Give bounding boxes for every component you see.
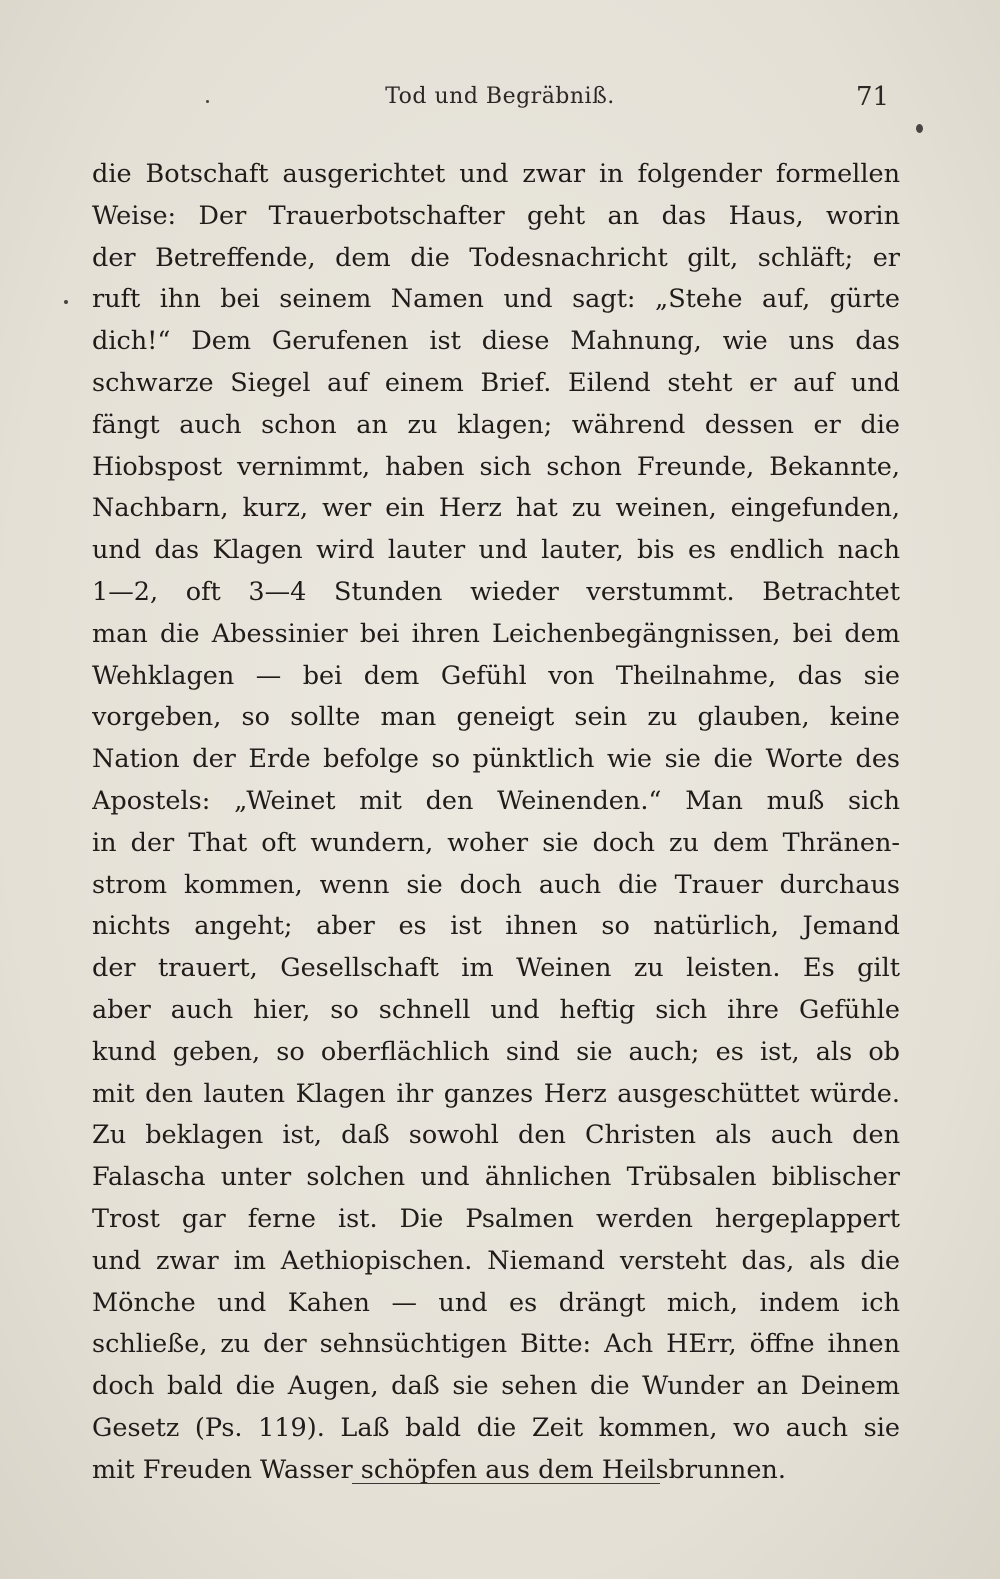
text-line: schließe, zu der sehnsüchtigen Bitte: Ach HErr, öffne ihnen xyxy=(92,1329,900,1360)
footer-rule xyxy=(352,1483,660,1484)
text-line: strom kommen, wenn sie doch auch die Trauer durchaus xyxy=(92,869,900,900)
text-line: und zwar im Aethiopischen. Niemand versteht das, als die xyxy=(92,1245,900,1276)
text-line: aber auch hier, so schnell und heftig sich ihre Gefühle xyxy=(92,994,900,1025)
text-line: schwarze Siegel auf einem Brief. Eilend steht er auf und xyxy=(92,367,900,398)
text-line: ruft ihn bei seinem Namen und sagt: „Stehe auf, gürte xyxy=(92,284,900,315)
text-line: fängt auch schon an zu klagen; während dessen er die xyxy=(92,409,900,440)
text-line: der trauert, Gesellschaft im Weinen zu leisten. Es gilt xyxy=(92,953,900,984)
text-line: dich!“ Dem Gerufenen ist diese Mahnung, wie uns das xyxy=(92,326,900,357)
text-line: Gesetz (Ps. 119). Laß bald die Zeit kommen, wo auch sie xyxy=(92,1412,900,1443)
text-line: Hiobspost vernimmt, haben sich schon Freunde, Bekannte, xyxy=(92,451,900,482)
text-line: Falascha unter solchen und ähnlichen Trübsalen biblischer xyxy=(92,1162,900,1193)
text-line: Mönche und Kahen — und es drängt mich, indem ich xyxy=(92,1287,900,1318)
text-line: man die Abessinier bei ihren Leichenbegängnissen, bei dem xyxy=(92,618,900,649)
text-line: Nation der Erde befolge so pünktlich wie sie die Worte des xyxy=(92,744,900,775)
body-text xyxy=(92,154,900,1492)
text-line: mit Freuden Wasser schöpfen aus dem Heilsbrunnen. xyxy=(92,1454,786,1485)
text-line: mit den lauten Klagen ihr ganzes Herz ausgeschüttet würde. xyxy=(92,1078,900,1109)
text-line: und das Klagen wird lauter und lauter, bis es endlich nach xyxy=(92,535,900,566)
text-line: 1—2, oft 3—4 Stunden wieder verstummt. Betrachtet xyxy=(92,576,900,607)
page-number: 71 xyxy=(856,82,890,112)
text-line: der Betreffende, dem die Todesnachricht gilt, schläft; er xyxy=(92,242,900,273)
ink-speck xyxy=(64,300,68,304)
text-line: doch bald die Augen, daß sie sehen die Wunder an Deinem xyxy=(92,1371,900,1402)
text-line: Apostels: „Weinet mit den Weinenden.“ Man muß sich xyxy=(92,785,900,816)
text-line: in der That oft wundern, woher sie doch zu dem Thränen- xyxy=(92,827,900,858)
text-line: Zu beklagen ist, daß sowohl den Christen als auch den xyxy=(92,1120,900,1151)
text-line: Wehklagen — bei dem Gefühl von Theilnahme, das sie xyxy=(92,660,900,691)
ink-speck xyxy=(916,124,923,133)
text-line: Nachbarn, kurz, wer ein Herz hat zu weinen, eingefunden, xyxy=(92,493,900,524)
text-line: die Botschaft ausgerichtet und zwar in folgender formellen xyxy=(92,159,900,189)
text-line: kund geben, so oberflächlich sind sie auch; es ist, als ob xyxy=(92,1036,900,1067)
text-line: nichts angeht; aber es ist ihnen so natürlich, Jemand xyxy=(92,911,900,942)
text-line: Trost gar ferne ist. Die Psalmen werden hergeplappert xyxy=(92,1203,900,1234)
text-line: vorgeben, so sollte man geneigt sein zu glauben, keine xyxy=(92,702,900,733)
running-header-title: Tod und Begräbniß. xyxy=(385,84,615,109)
ink-speck xyxy=(206,100,209,103)
text-line: Weise: Der Trauerbotschafter geht an das Haus, worin xyxy=(92,200,900,231)
